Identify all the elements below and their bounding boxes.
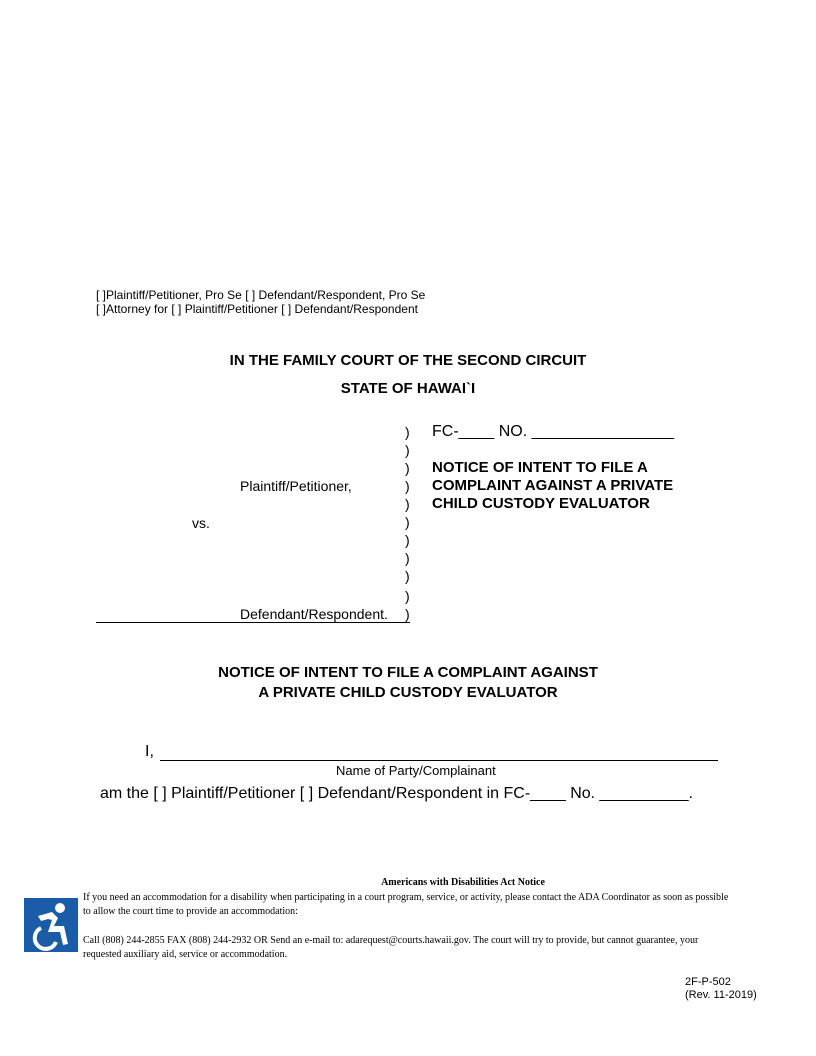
case-number: FC-____ NO. ________________ xyxy=(432,423,674,440)
caption-paren: ) xyxy=(405,442,410,458)
party-role-line: am the [ ] Plaintiff/Petitioner [ ] Defendant/Respondent in FC-____ No. __________. xyxy=(100,785,693,802)
caption-paren: ) xyxy=(405,424,410,440)
caption-paren: ) xyxy=(405,460,410,476)
defendant-underline xyxy=(96,622,410,623)
caption-paren: ) xyxy=(405,478,410,494)
ada-text-4: requested auxiliary aid, service or accommodation. xyxy=(83,949,288,960)
revision-date: (Rev. 11-2019) xyxy=(685,989,757,1001)
accessibility-icon xyxy=(24,898,78,952)
ada-title: Americans with Disabilities Act Notice xyxy=(381,877,545,888)
caption-paren: ) xyxy=(405,496,410,512)
plaintiff-label: Plaintiff/Petitioner, xyxy=(240,478,352,494)
caption-title-1: NOTICE OF INTENT TO FILE A xyxy=(432,459,648,476)
party-line-pro-se: [ ]Plaintiff/Petitioner, Pro Se [ ] Defendant/Respondent, Pro Se xyxy=(96,288,426,302)
caption-title-2: COMPLAINT AGAINST A PRIVATE xyxy=(432,477,674,494)
ada-text-1: If you need an accommodation for a disability when participating in a court program, service, or activity, please contact the ADA Coordinator as soon as possible xyxy=(83,892,729,903)
party-name-field[interactable] xyxy=(160,760,718,761)
form-number: 2F-P-502 xyxy=(685,976,731,988)
ada-text-3: Call (808) 244-2855 FAX (808) 244-2932 OR Send an e-mail to: adarequest@courts.hawaii.gov. The court will try to provide, but cannot guarantee, your xyxy=(83,935,699,946)
ada-text-2: to allow the court time to provide an accommodation: xyxy=(83,906,298,917)
caption-paren: ) xyxy=(405,532,410,548)
court-name: IN THE FAMILY COURT OF THE SECOND CIRCUIT xyxy=(229,352,587,369)
caption-paren: ) xyxy=(405,568,410,584)
i-prefix: I, xyxy=(145,743,154,760)
court-state: STATE OF HAWAI`I xyxy=(340,380,476,397)
vs-label: vs. xyxy=(192,515,210,531)
caption-paren: ) xyxy=(405,588,410,604)
doc-title-2: A PRIVATE CHILD CUSTODY EVALUATOR xyxy=(258,684,558,701)
party-line-attorney: [ ]Attorney for [ ] Plaintiff/Petitioner [ ] Defendant/Respondent xyxy=(96,302,418,316)
doc-title-1: NOTICE OF INTENT TO FILE A COMPLAINT AGAINST xyxy=(218,664,598,681)
caption-title-3: CHILD CUSTODY EVALUATOR xyxy=(432,495,650,512)
defendant-label: Defendant/Respondent. xyxy=(240,606,388,622)
caption-paren: ) xyxy=(405,514,410,530)
party-name-label: Name of Party/Complainant xyxy=(336,763,496,778)
caption-paren: ) xyxy=(405,606,410,622)
caption-paren: ) xyxy=(405,550,410,566)
